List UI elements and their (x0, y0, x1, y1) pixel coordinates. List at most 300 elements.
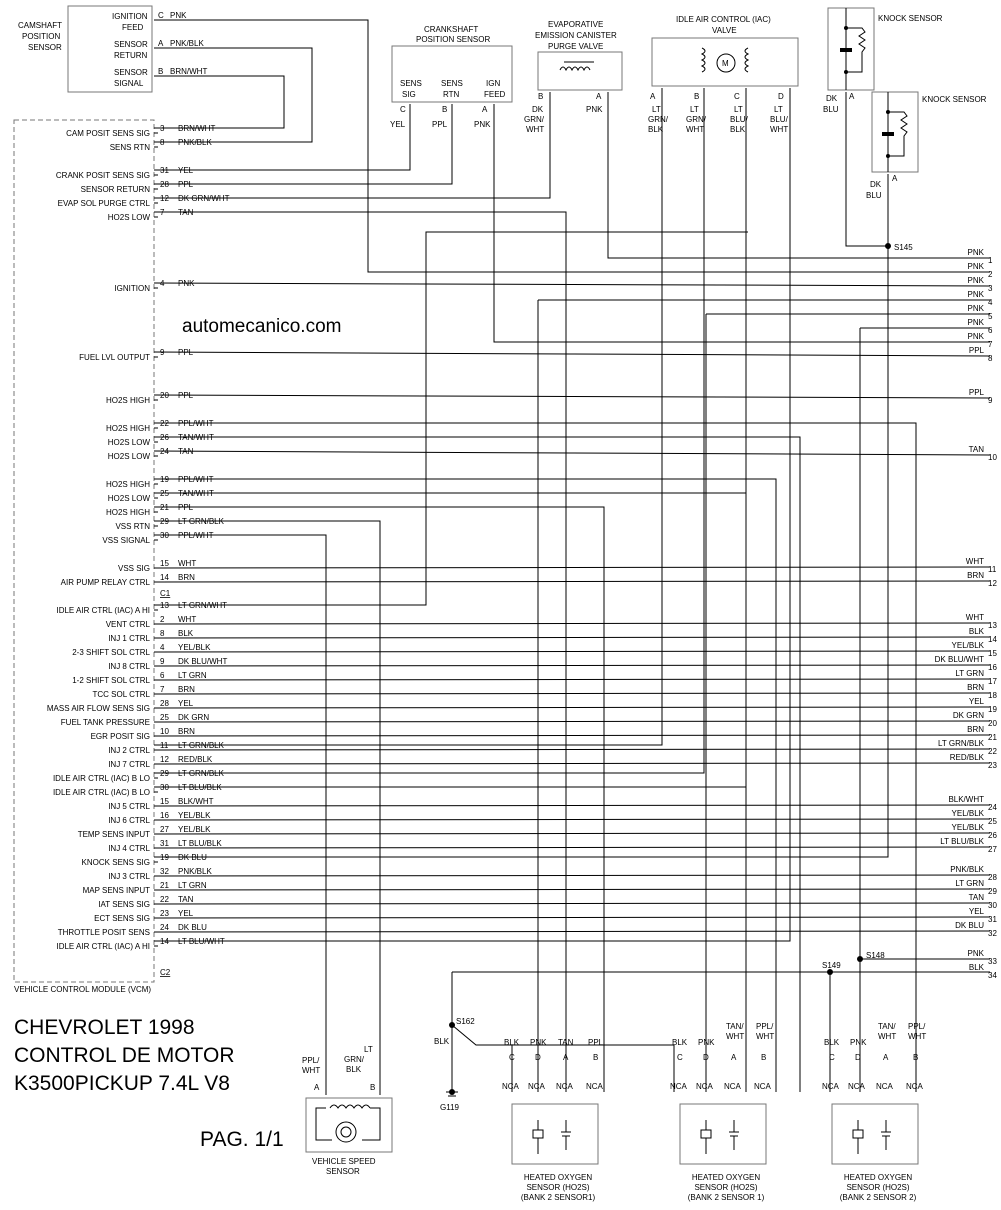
vcm-output-wire (154, 763, 990, 764)
crank-pin-a: A (482, 105, 488, 114)
vcm-pin-label: HO2S HIGH (105, 508, 150, 517)
knock1-pin: A (849, 92, 855, 101)
vehicle-control-module (14, 120, 230, 994)
splices (434, 243, 913, 1112)
output-wire-color: LT GRN (955, 669, 984, 678)
cam-pin-a: A (158, 39, 164, 48)
ho2s-wire-label: TAN/ (878, 1022, 896, 1031)
vehicle-speed-sensor (302, 1045, 392, 1176)
crank-term-sig-1: SENS (400, 79, 422, 88)
vcm-pin-number: 6 (160, 671, 165, 680)
ho2s-wire-label: PPL/ (908, 1022, 926, 1031)
iac-wire-label: WHT (770, 125, 789, 134)
vcm-output-wire (154, 903, 990, 904)
splice-s162-dot (449, 1022, 455, 1028)
ho2s-pin-label: A (883, 1053, 889, 1062)
ho2s-nca-label: NCA (848, 1082, 865, 1091)
iac-wire-label: BLK (730, 125, 746, 134)
vcm-pin-label: INJ 1 CTRL (108, 634, 150, 643)
vcm-pin-number: 29 (160, 517, 169, 526)
crank-pin-c: C (400, 105, 406, 114)
ho2s-sensor (670, 1022, 774, 1202)
ho2s-wire-label: BLK (824, 1038, 840, 1047)
vcm-pin-number: 9 (160, 348, 165, 357)
iac-name-1: IDLE AIR CONTROL (IAC) (676, 15, 771, 24)
crank-pin-b: B (442, 105, 448, 114)
vcm-pin-label: MASS AIR FLOW SENS SIG (46, 704, 150, 713)
vcm-pin-number: 28 (160, 180, 169, 189)
ho2s-pin-label: B (913, 1053, 919, 1062)
output-wire-color: TAN (968, 893, 984, 902)
cam-pin-c: C (158, 11, 164, 20)
iac-pin-a: A (650, 92, 656, 101)
cam-pin-b: B (158, 67, 164, 76)
vcm-pin-number: 27 (160, 825, 169, 834)
vcm-pin-number: 25 (160, 713, 169, 722)
vcm-output-wire (154, 581, 990, 582)
output-wire-color: BRN (967, 725, 984, 734)
vcm-pin-label: HO2S LOW (107, 494, 150, 503)
vcm-pin-wire: WHT (178, 615, 197, 624)
vcm-pin-label: HO2S LOW (107, 452, 150, 461)
vcm-pin-wire: PPL (178, 391, 194, 400)
vcm-pin-label: EGR POSIT SIG (90, 732, 150, 741)
vss-coil-icon (330, 1105, 370, 1108)
output-number: 16 (988, 663, 997, 672)
vss-rotor-icon (336, 1122, 356, 1142)
ho2s-heater-icon (701, 1120, 711, 1154)
output-wire-color: YEL/BLK (951, 809, 984, 818)
output-number: 14 (988, 635, 997, 644)
output-wire-color: BRN (967, 683, 984, 692)
vcm-pin-wire: BRN/WHT (178, 124, 216, 133)
vcm-pin-wire: BRN (178, 685, 195, 694)
iac-wire-label: LT (690, 105, 699, 114)
vcm-pin-number: 8 (160, 138, 165, 147)
iac-motor-label: M (722, 59, 729, 68)
output-number: 34 (988, 971, 997, 980)
vcm-pin-number: 31 (160, 839, 169, 848)
evap-purge-valve (524, 20, 622, 134)
ho2s-nca-label: NCA (586, 1082, 603, 1091)
output-wire-color: BLK (968, 627, 984, 636)
right-output-list (154, 248, 997, 980)
cam-wire-a: PNK/BLK (170, 39, 204, 48)
output-wire-color: PNK (967, 290, 984, 299)
output-wire-color: RED/BLK (949, 753, 984, 762)
output-wire-color: PPL (968, 346, 984, 355)
vcm-pin-wire: BRN (178, 727, 195, 736)
vcm-pin-number: 9 (160, 657, 165, 666)
crank-term-sig-2: SIG (402, 90, 416, 99)
crank-wire-yel: YEL (390, 120, 406, 129)
output-wire-color: PNK (967, 248, 984, 257)
output-number: 32 (988, 929, 997, 938)
vcm-pin-label: INJ 6 CTRL (108, 816, 150, 825)
crank-wire-pnk: PNK (474, 120, 491, 129)
output-number: 20 (988, 719, 997, 728)
knock2-wire-2: BLU (866, 191, 882, 200)
vcm-pin-number: 16 (160, 811, 169, 820)
cam-wire-b: BRN/WHT (170, 67, 208, 76)
ho2s-wire-label: PPL (588, 1038, 604, 1047)
ho2s-wire-label: PNK (530, 1038, 547, 1047)
output-wire-color: PNK/BLK (950, 865, 984, 874)
vcm-pin-wire: DK BLU (178, 923, 207, 932)
vcm-pin-number: 10 (160, 727, 169, 736)
vcm-output-wire (154, 693, 990, 694)
vcm-output-wire (154, 875, 990, 876)
evap-wire-a: PNK (586, 105, 603, 114)
vcm-pin-label: IGNITION (114, 284, 150, 293)
title-line-2: CONTROL DE MOTOR (14, 1044, 235, 1067)
vcm-pin-label: THROTTLE POSIT SENS (57, 928, 150, 937)
vcm-pin-wire: LT GRN (178, 881, 207, 890)
ho2s-nca-label: NCA (556, 1082, 573, 1091)
output-number: 22 (988, 747, 997, 756)
vss-wire-b-1: LT (364, 1045, 373, 1054)
vcm-pin-wire: YEL (178, 909, 194, 918)
vcm-pin-wire: TAN (178, 895, 194, 904)
vcm-pin-label: HO2S HIGH (105, 424, 150, 433)
vcm-pin-number: 19 (160, 475, 169, 484)
vcm-pin-wire: PNK/BLK (178, 138, 212, 147)
output-wire-color: LT GRN (955, 879, 984, 888)
vcm-pin-wire: PPL/WHT (178, 419, 214, 428)
output-wire-color: WHT (965, 613, 984, 622)
iac-pin-d: D (778, 92, 784, 101)
ho2s-wire-label: BLK (672, 1038, 688, 1047)
vcm-pin-label: HO2S LOW (107, 438, 150, 447)
vcm-pin-label: HO2S HIGH (105, 396, 150, 405)
vcm-pin-label: FUEL TANK PRESSURE (60, 718, 150, 727)
vcm-connector-c1: C1 (160, 589, 171, 598)
vcm-output-wire (154, 665, 990, 666)
vcm-pin-number: 28 (160, 699, 169, 708)
iac-wire-label: LT (774, 105, 783, 114)
vcm-pin-wire: TAN (178, 447, 194, 456)
vss-wire-a-2: WHT (302, 1066, 321, 1075)
vcm-output-wire (154, 637, 990, 638)
vcm-pin-number: 26 (160, 433, 169, 442)
output-wire-color: DK GRN (952, 711, 984, 720)
vcm-pin-wire: LT GRN/BLK (178, 517, 224, 526)
output-wire-color: PPL (968, 388, 984, 397)
ho2s-pin-label: D (703, 1053, 709, 1062)
output-wire-color: BLK (968, 963, 984, 972)
vcm-pin-wire: PPL/WHT (178, 531, 214, 540)
ho2s-nca-label: NCA (528, 1082, 545, 1091)
ho2s-nca-label: NCA (696, 1082, 713, 1091)
ho2s-nca-label: NCA (502, 1082, 519, 1091)
vcm-pin-number: 29 (160, 769, 169, 778)
vcm-pin-wire: YEL/BLK (178, 643, 211, 652)
evap-wire-b-1: DK (532, 105, 544, 114)
vcm-pin-label: IDLE AIR CTRL (IAC) B LO (52, 788, 150, 797)
vcm-pin-number: 32 (160, 867, 169, 876)
vcm-pin-wire: LT BLU/BLK (178, 783, 222, 792)
output-wire-color: WHT (965, 557, 984, 566)
vcm-pin-wire: LT GRN/BLK (178, 769, 224, 778)
ho2s-wire-label: WHT (878, 1032, 897, 1041)
iac-wire-label: LT (734, 105, 743, 114)
title-line-1: CHEVROLET 1998 (14, 1016, 195, 1039)
knock1-wire-2: BLU (823, 105, 839, 114)
ho2s-sensor (502, 1038, 604, 1202)
iac-pin-b: B (694, 92, 700, 101)
ground-g119-icon (449, 1089, 455, 1095)
vcm-pin-label: INJ 4 CTRL (108, 844, 150, 853)
vcm-pin-label: AIR PUMP RELAY CTRL (60, 578, 150, 587)
iac-wire-label: BLK (648, 125, 664, 134)
crank-name-2: POSITION SENSOR (416, 35, 491, 44)
ho2s-name: (BANK 2 SENSOR1) (520, 1193, 596, 1202)
output-number: 19 (988, 705, 997, 714)
vcm-pin-number: 4 (160, 279, 165, 288)
vcm-pin-label: HO2S LOW (107, 213, 150, 222)
vss-name-2: SENSOR (326, 1167, 360, 1176)
output-wire-color: PNK (967, 949, 984, 958)
crank-term-ign-2: FEED (484, 90, 506, 99)
cam-term-sig-2: SIGNAL (114, 79, 144, 88)
splice-s149-label: S149 (822, 961, 841, 970)
vcm-pin-number: 3 (160, 124, 165, 133)
ground-wire-label: BLK (434, 1037, 450, 1046)
vcm-pin-label: VSS RTN (115, 522, 150, 531)
ho2s-name: SENSOR (HO2S) (846, 1183, 910, 1192)
vcm-pin-wire: BLK/WHT (178, 797, 214, 806)
iac-wire-label: BLU/ (730, 115, 748, 124)
output-wire-color: BLK/WHT (948, 795, 984, 804)
ho2s-nca-label: NCA (876, 1082, 893, 1091)
vcm-pin-label: SENS RTN (109, 143, 150, 152)
vcm-pin-number: 22 (160, 419, 169, 428)
ho2s-wire-label: PNK (698, 1038, 715, 1047)
vcm-pin-wire: PPL (178, 180, 194, 189)
vcm-pin-label: EVAP SOL PURGE CTRL (57, 199, 150, 208)
ho2s-wire-label: TAN/ (726, 1022, 744, 1031)
vcm-output-wire (154, 721, 990, 722)
ho2s-nca-label: NCA (724, 1082, 741, 1091)
ho2s-wire-label: PPL/ (756, 1022, 774, 1031)
vcm-pin-label: 2-3 SHIFT SOL CTRL (72, 648, 150, 657)
vcm-pin-number: 20 (160, 391, 169, 400)
output-wire-color: DK BLU/WHT (934, 655, 984, 664)
output-number: 1 (988, 256, 993, 265)
output-number: 8 (988, 354, 993, 363)
vcm-output-wire (154, 623, 990, 624)
vss-pin-b: B (370, 1083, 376, 1092)
ho2s-pin-label: C (677, 1053, 683, 1062)
vcm-pin-number: 22 (160, 895, 169, 904)
vcm-pin-label: HO2S HIGH (105, 480, 150, 489)
output-wire-color: BRN (967, 571, 984, 580)
ground-g119-label: G119 (440, 1103, 459, 1112)
ho2s-pin-label: B (593, 1053, 599, 1062)
vcm-pin-label: ECT SENS SIG (94, 914, 150, 923)
vcm-pin-label: IDLE AIR CTRL (IAC) A HI (56, 606, 150, 615)
vcm-pin-wire: YEL (178, 166, 194, 175)
vss-name-1: VEHICLE SPEED (312, 1157, 376, 1166)
output-wire-color: YEL/BLK (951, 823, 984, 832)
splice-s145-label: S145 (894, 243, 913, 252)
cam-term-sig-1: SENSOR (114, 68, 148, 77)
vcm-output-wire (154, 805, 990, 806)
vcm-pin-label: INJ 8 CTRL (108, 662, 150, 671)
ho2s-sensor (822, 1022, 926, 1202)
ho2s-pin-label: B (761, 1053, 767, 1062)
knock2-name: KNOCK SENSOR (922, 95, 987, 104)
vcm-pin-wire: YEL (178, 699, 194, 708)
vcm-pin-label: IDLE AIR CTRL (IAC) A HI (56, 942, 150, 951)
output-wire-color: PNK (967, 332, 984, 341)
output-number: 6 (988, 326, 993, 335)
vcm-pin-number: 8 (160, 629, 165, 638)
ho2s-wire-label: PNK (850, 1038, 867, 1047)
output-number: 21 (988, 733, 997, 742)
vcm-pin-wire: LT BLU/BLK (178, 839, 222, 848)
vcm-pin-number: 19 (160, 853, 169, 862)
ho2s-name: SENSOR (HO2S) (526, 1183, 590, 1192)
vcm-output-wire (154, 749, 990, 750)
splice-s148-label: S148 (866, 951, 885, 960)
output-wire-color: PNK (967, 262, 984, 271)
vss-wire-b-3: BLK (346, 1065, 362, 1074)
vcm-output-wire (154, 889, 990, 890)
vcm-pin-number: 7 (160, 685, 165, 694)
camshaft-position-sensor (18, 6, 207, 92)
evap-pin-b: B (538, 92, 544, 101)
vcm-pin-number: 7 (160, 208, 165, 217)
ho2s-element-icon (881, 1120, 891, 1150)
output-number: 5 (988, 312, 993, 321)
vcm-pin-number: 21 (160, 881, 169, 890)
vcm-pin-wire: DK BLU/WHT (178, 657, 228, 666)
ho2s-nca-label: NCA (754, 1082, 771, 1091)
vcm-pin-label: MAP SENS INPUT (82, 886, 150, 895)
output-number: 33 (988, 957, 997, 966)
vcm-pin-wire: BLK (178, 629, 194, 638)
knock2-pin: A (892, 174, 898, 183)
evap-coil-icon (560, 67, 590, 70)
vcm-pin-number: 12 (160, 755, 169, 764)
ho2s-heater-icon (533, 1120, 543, 1154)
vcm-pin-number: 30 (160, 783, 169, 792)
wire-paths (154, 20, 990, 1096)
ho2s-pin-label: A (731, 1053, 737, 1062)
output-number: 17 (988, 677, 997, 686)
cam-term-ign-1: IGNITION (112, 12, 148, 21)
iac-pin-c: C (734, 92, 740, 101)
vcm-name: VEHICLE CONTROL MODULE (VCM) (14, 985, 152, 994)
vcm-output-wire (154, 819, 990, 820)
output-number: 11 (988, 565, 997, 574)
evap-name-2: EMISSION CANISTER (535, 31, 617, 40)
vcm-output-wire (154, 735, 990, 736)
iac-name-2: VALVE (712, 26, 737, 35)
vcm-pin-wire: BRN (178, 573, 195, 582)
output-number: 29 (988, 887, 997, 896)
output-number: 26 (988, 831, 997, 840)
vcm-pin-number: 12 (160, 194, 169, 203)
vcm-pin-wire: TAN/WHT (178, 489, 214, 498)
evap-wire-b-2: GRN/ (524, 115, 544, 124)
iac-wire-label: LT (652, 105, 661, 114)
output-wire-color: YEL (968, 697, 984, 706)
crank-wire-ppl: PPL (432, 120, 448, 129)
vcm-pin-number: 15 (160, 559, 169, 568)
vcm-pin-wire: PPL/WHT (178, 475, 214, 484)
title-block (14, 1016, 284, 1151)
output-number: 10 (988, 453, 997, 462)
vcm-pin-label: TEMP SENS INPUT (77, 830, 150, 839)
output-number: 13 (988, 621, 997, 630)
output-number: 2 (988, 270, 993, 279)
ho2s-wire-label: TAN (558, 1038, 574, 1047)
vcm-pin-number: 13 (160, 601, 169, 610)
vcm-pin-label: IAT SENS SIG (98, 900, 150, 909)
camshaft-name-3: SENSOR (28, 43, 62, 52)
ho2s-name: (BANK 2 SENSOR 1) (687, 1193, 765, 1202)
vcm-pin-label: KNOCK SENS SIG (81, 858, 150, 867)
output-wire-color: PNK (967, 318, 984, 327)
ho2s-pin-label: D (535, 1053, 541, 1062)
vcm-pin-wire: PNK (178, 279, 195, 288)
evap-name-3: PURGE VALVE (548, 42, 604, 51)
vcm-pin-number: 25 (160, 489, 169, 498)
vcm-pin-number: 24 (160, 447, 169, 456)
vcm-pin-number: 21 (160, 503, 169, 512)
vcm-pin-wire: DK BLU (178, 853, 207, 862)
camshaft-name-1: CAMSHAFT (18, 21, 62, 30)
output-wire-color: YEL/BLK (951, 641, 984, 650)
vcm-pin-wire: LT GRN/WHT (178, 601, 228, 610)
output-number: 7 (988, 340, 993, 349)
vcm-output-wire (154, 567, 990, 568)
vcm-pin-number: 30 (160, 531, 169, 540)
vcm-output-wire (154, 917, 990, 918)
vcm-pin-label: INJ 3 CTRL (108, 872, 150, 881)
vcm-pin-number: 14 (160, 573, 169, 582)
vcm-pin-wire: LT BLU/WHT (178, 937, 225, 946)
vcm-pin-label: VSS SIGNAL (102, 536, 150, 545)
ho2s-name: HEATED OXYGEN (691, 1173, 761, 1182)
evap-pin-a: A (596, 92, 602, 101)
output-number: 24 (988, 803, 997, 812)
vss-wire-a-1: PPL/ (302, 1056, 320, 1065)
output-number: 15 (988, 649, 997, 658)
ho2s-name: HEATED OXYGEN (843, 1173, 913, 1182)
crank-term-ign-1: IGN (486, 79, 501, 88)
output-number: 12 (988, 579, 997, 588)
ho2s-name: SENSOR (HO2S) (694, 1183, 758, 1192)
ho2s-pin-label: D (855, 1053, 861, 1062)
vcm-pin-label: INJ 5 CTRL (108, 802, 150, 811)
idle-air-control-valve (648, 15, 798, 134)
output-wire-color: PNK (967, 304, 984, 313)
output-number: 9 (988, 396, 993, 405)
vcm-pin-label: FUEL LVL OUTPUT (79, 353, 150, 362)
vcm-pin-wire: RED/BLK (178, 755, 213, 764)
vss-pin-a: A (314, 1083, 320, 1092)
vcm-output-wire (154, 931, 990, 932)
ho2s-wire-label: WHT (908, 1032, 927, 1041)
knock1-name: KNOCK SENSOR (878, 14, 943, 23)
evap-wire-b-3: WHT (526, 125, 545, 134)
ho2s-wire-label: WHT (726, 1032, 745, 1041)
vcm-pin-label: INJ 2 CTRL (108, 746, 150, 755)
iac-wire-label: GRN/ (686, 115, 706, 124)
